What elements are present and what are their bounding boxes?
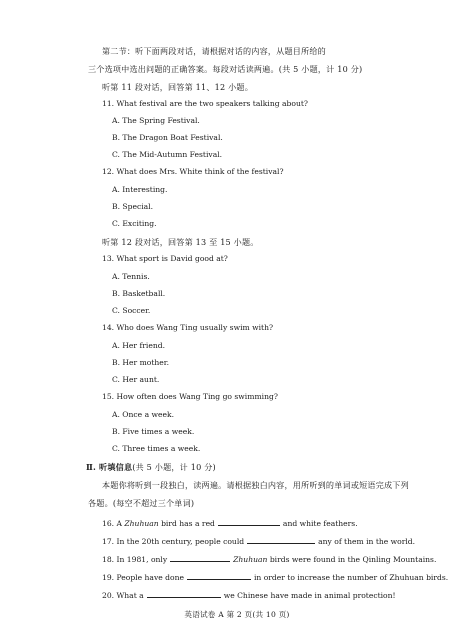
item17-post: any of them in the world. <box>318 537 416 546</box>
answer-blank-20[interactable] <box>147 589 221 598</box>
section2-intro-line1: 第二节：听下面两段对话，请根据对话的内容，从题目所给的 <box>102 46 326 56</box>
q13-option-a: A. Tennis. <box>112 272 150 281</box>
q14-option-c: C. Her aunt. <box>112 375 160 384</box>
q14-option-b: B. Her mother. <box>112 358 169 367</box>
fill-item-17 <box>102 535 415 547</box>
question-15: 15. How often does Wang Ting go swimming? <box>102 392 278 401</box>
answer-blank-17[interactable] <box>247 535 315 544</box>
q13-option-c: C. Soccer. <box>112 306 151 315</box>
q12-option-a: A. Interesting. <box>112 185 168 194</box>
q15-option-b: B. Five times a week. <box>112 427 195 436</box>
q11-option-b: B. The Dragon Boat Festival. <box>112 133 223 142</box>
q12-option-c: C. Exciting. <box>112 219 157 228</box>
section2-intro-line2: 三个选项中选出问题的正确答案。每段对话读两遍。(共 5 小题，计 10 分) <box>88 64 363 74</box>
item16-post: and white feathers. <box>282 519 358 528</box>
item18-mid: birds were found in the Qinling Mountains. <box>267 555 437 564</box>
q14-option-a: A. Her friend. <box>112 341 166 350</box>
q15-option-c: C. Three times a week. <box>112 444 201 453</box>
fill-item-20 <box>102 589 396 601</box>
question-13: 13. What sport is David good at? <box>102 254 228 263</box>
section3-instruction-line2: 各题。(每空不超过三个单词) <box>88 498 195 508</box>
item20-post: we Chinese have made in animal protection! <box>223 591 396 600</box>
page-footer: 英语试卷 A 第 2 页(共 10 页) <box>184 610 290 619</box>
item19-pre: 19. People have done <box>102 573 184 582</box>
item19-post: in order to increase the number of Zhuhuan birds. <box>253 573 449 582</box>
question-11: 11. What festival are the two speakers talking about? <box>102 99 308 108</box>
item18-pre: 18. In 1981, only <box>102 555 168 564</box>
section3-title: Ⅱ. 听填信息 <box>86 462 133 472</box>
item16-pre: 16. A <box>102 519 125 528</box>
q15-option-a: A. Once a week. <box>112 410 175 419</box>
item17-pre: 17. In the 20th century, people could <box>102 537 245 546</box>
fill-item-16 <box>102 517 358 529</box>
section3-instruction-line1: 本题你将听到一段独白，读两遍。请根据独白内容，用所听到的单词或短语完成下列 <box>102 480 409 490</box>
answer-blank-16[interactable] <box>218 517 280 526</box>
answer-blank-19[interactable] <box>187 571 251 580</box>
section3-title-row <box>86 462 216 472</box>
dialogue12-intro: 听第 12 段对话，回答第 13 至 15 小题。 <box>102 237 259 247</box>
item20-pre: 20. What a <box>102 591 144 600</box>
question-12: 12. What does Mrs. White think of the festival? <box>102 167 284 176</box>
fill-item-19 <box>102 571 448 583</box>
dialogue11-intro: 听第 11 段对话，回答第 11、12 小题。 <box>102 82 254 92</box>
fill-item-18 <box>102 553 436 565</box>
item18-italic: Zhuhuan <box>233 555 268 564</box>
q11-option-c: C. The Mid-Autumn Festival. <box>112 150 223 159</box>
section3-title-suffix: (共 5 小题，计 10 分) <box>132 462 216 472</box>
question-14: 14. Who does Wang Ting usually swim with? <box>102 323 274 332</box>
q13-option-b: B. Basketball. <box>112 289 166 298</box>
answer-blank-18[interactable] <box>170 553 230 562</box>
q12-option-b: B. Special. <box>112 202 154 211</box>
item16-mid: bird has a red <box>158 519 215 528</box>
item16-italic: Zhuhuan <box>124 519 159 528</box>
q11-option-a: A. The Spring Festival. <box>112 116 200 125</box>
